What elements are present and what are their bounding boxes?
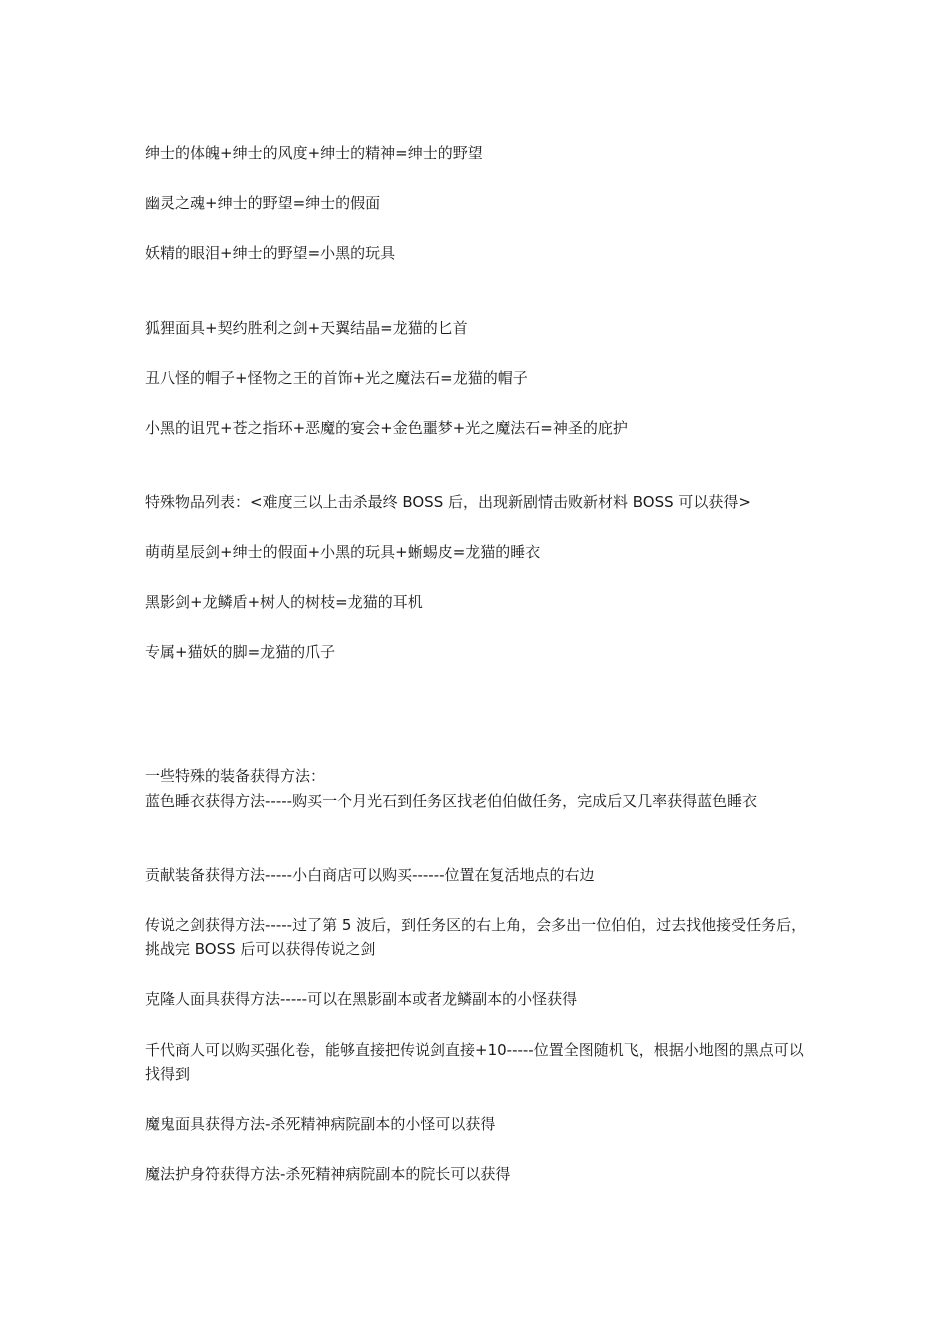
method-paragraph: 克隆人面具获得方法-----可以在黑影副本或者龙鳞副本的小怪获得 — [145, 990, 578, 1008]
method-paragraph: 贡献装备获得方法-----小白商店可以购买------位置在复活地点的右边 — [145, 866, 595, 884]
recipe-line: 幽灵之魂+绅士的野望=绅士的假面 — [145, 194, 381, 212]
recipe-line: 专属+猫妖的脚=龙猫的爪子 — [145, 643, 336, 661]
method-paragraph: 千代商人可以购买强化卷，能够直接把传说剑直接+10-----位置全图随机飞，根据小地图的黑点可以找得到 — [145, 1041, 804, 1083]
recipe-line: 黑影剑+龙鳞盾+树人的树枝=龙猫的耳机 — [145, 593, 423, 611]
method-paragraph: 传说之剑获得方法-----过了第 5 波后，到任务区的右上角，会多出一位伯伯，过去找他接受任务后，挑战完 BOSS 后可以获得传说之剑 — [145, 916, 807, 958]
recipe-line: 妖精的眼泪+绅士的野望=小黑的玩具 — [145, 244, 396, 262]
recipe-line: 狐狸面具+契约胜利之剑+天翼结晶=龙猫的匕首 — [145, 319, 468, 337]
recipe-line: 萌萌星辰剑+绅士的假面+小黑的玩具+蜥蜴皮=龙猫的睡衣 — [145, 543, 541, 561]
special-items-heading: 特殊物品列表：<难度三以上击杀最终 BOSS 后，出现新剧情击败新材料 BOSS 可以获得> — [145, 493, 751, 511]
method-paragraph: 蓝色睡衣获得方法-----购买一个月光石到任务区找老伯伯做任务，完成后又几率获得蓝色睡衣 — [145, 792, 758, 810]
method-paragraph: 魔鬼面具获得方法-杀死精神病院副本的小怪可以获得 — [145, 1115, 496, 1133]
recipe-line: 绅士的体魄+绅士的风度+绅士的精神=绅士的野望 — [145, 144, 483, 162]
recipe-line: 小黑的诅咒+苍之指环+恶魔的宴会+金色噩梦+光之魔法石=神圣的庇护 — [145, 419, 628, 437]
recipe-line: 丑八怪的帽子+怪物之王的首饰+光之魔法石=龙猫的帽子 — [145, 369, 528, 387]
method-paragraph: 魔法护身符获得方法-杀死精神病院副本的院长可以获得 — [145, 1165, 511, 1183]
equipment-methods-heading: 一些特殊的装备获得方法： — [145, 767, 326, 785]
